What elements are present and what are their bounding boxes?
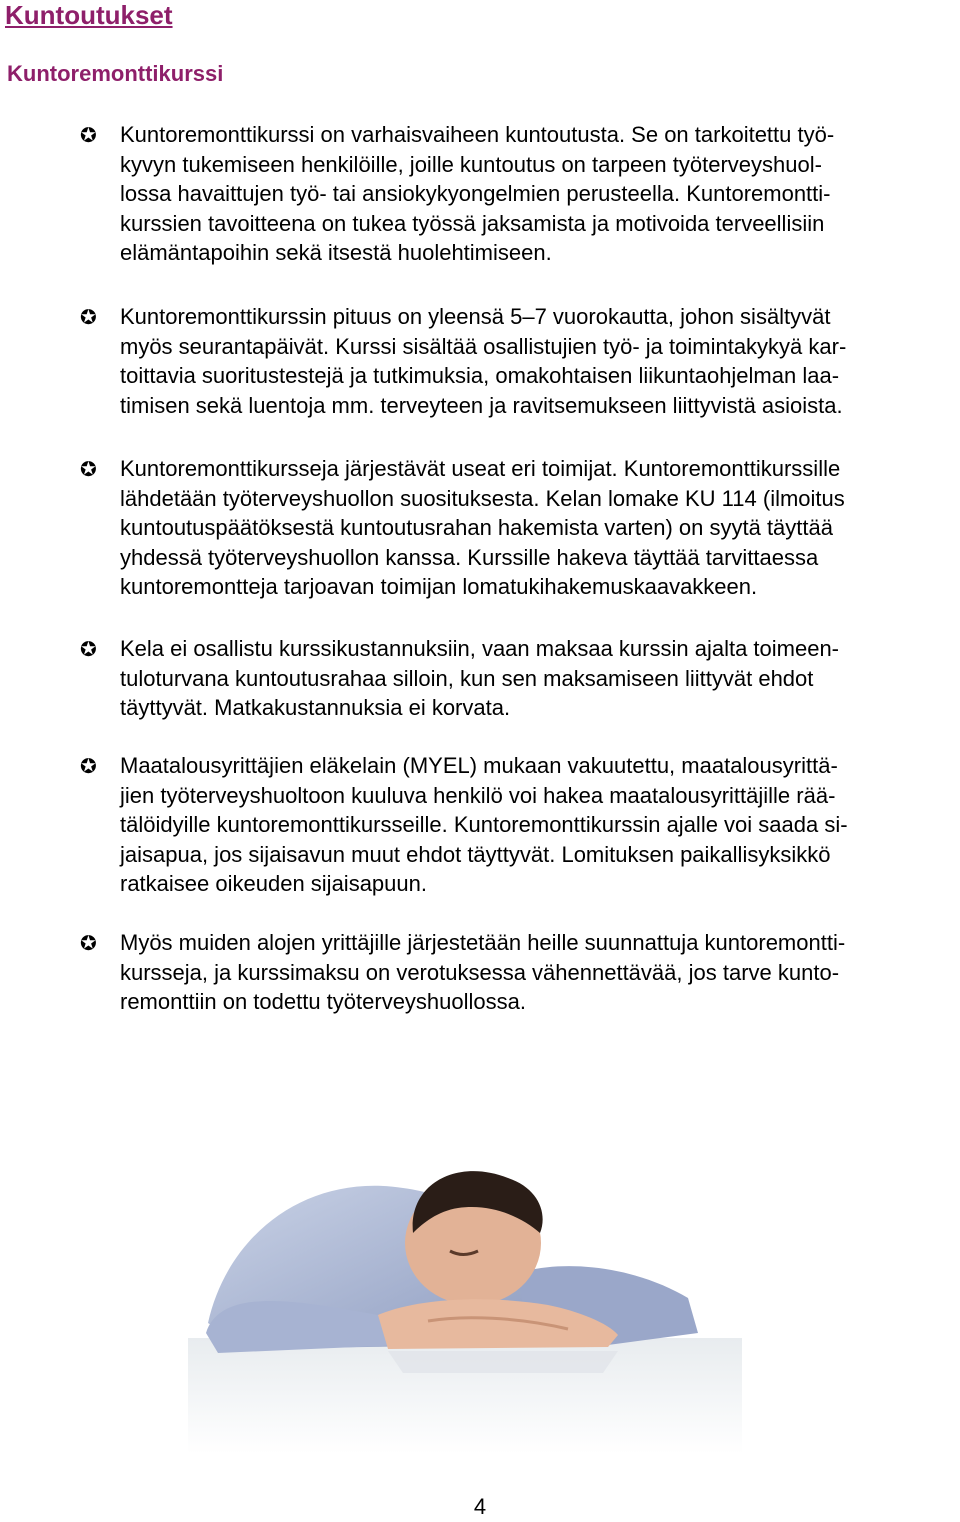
text-line: timisen sekä luentoja mm. terveyteen ja ravitsemukseen liittyvistä asioista. [120,392,843,418]
text-line: remonttiin on todettu työterveyshuollossa. [120,989,527,1014]
text-line: kursseja, ja kurssimaksu on verotuksessa vähennettävää, jos tarve kunto- [120,959,840,985]
bullet-text [120,634,956,723]
text-line: kyvyn tukemiseen henkilöille, joille kuntoutus on tarpeen työterveyshuol- [120,151,822,177]
text-line: tälöidyille kuntoremonttikursseille. Kuntoremonttikurssin ajalle voi saada si- [120,812,848,837]
text-line: täyttyvät. Matkakustannuksia ei korvata. [120,695,511,720]
text-line: toittavia suoritustestejä ja tutkimuksia, omakohtaisen liikuntaohjelman laa- [120,363,840,388]
text-line: tuloturvana kuntoutusrahaa silloin, kun sen maksamiseen liittyvät ehdot [120,665,814,691]
text-line: Kuntoremonttikurssin pituus on yleensä 5–7 vuorokautta, johon sisältyvät [120,304,831,329]
text-line: elämäntapoihin sekä itsestä huolehtimiseen. [120,240,552,265]
text-line: lossa havaittujen työ- tai ansiokykyongelmien perusteella. Kuntoremontti- [120,181,831,206]
page-title: Kuntoutukset [5,0,173,30]
bullet-text [120,302,956,420]
text-line: ratkaisee oikeuden sijaisapuun. [120,871,427,896]
text-line: kuntoremontteja tarjoavan toimijan lomatukihakemuskaavakkeen. [120,574,758,599]
star-icon: ✪ [80,637,97,661]
text-line: Myös muiden alojen yrittäjille järjestetään heille suunnattuja kuntoremontti- [120,930,846,955]
text-line: Kuntoremonttikurssi on varhaisvaiheen kuntoutusta. Se on tarkoitettu työ- [120,122,835,147]
text-line: myös seurantapäivät. Kurssi sisältää osallistujien työ- ja toimintakykyä kar- [120,333,847,359]
star-icon: ✪ [80,123,97,147]
bullet-text [120,751,956,899]
text-line: yhdessä työterveyshuollon kanssa. Kurssille hakeva täyttää tarvittaessa [120,544,819,570]
text-line: Kela ei osallistu kurssikustannuksiin, vaan maksaa kurssin ajalta toimeen- [120,636,840,661]
text-line: jien työterveyshuoltoon kuuluva henkilö voi hakea maatalousyrittäjille rää- [120,782,836,808]
text-line: Maatalousyrittäjien eläkelain (MYEL) mukaan vakuutettu, maatalousyrittä- [120,753,838,778]
star-icon: ✪ [80,457,97,481]
text-line: kuntoutuspäätöksestä kuntoutusrahan hakemista varten) on syytä täyttää [120,515,833,540]
section-title: Kuntoremonttikurssi [7,61,224,86]
bullet-text [120,928,956,1017]
star-icon: ✪ [80,931,97,955]
text-line: lähdetään työterveyshuollon suosituksesta. Kelan lomake KU 114 (ilmoitus [120,485,845,511]
star-icon: ✪ [80,754,97,778]
bullet-text [120,454,956,602]
star-icon: ✪ [80,305,97,329]
sleeping-man-illustration [188,1083,742,1454]
text-line: kurssien tavoitteena on tukea työssä jaksamista ja motivoida terveellisiin [120,210,825,236]
text-line: jaisapua, jos sijaisavun muut ehdot täyttyvät. Lomituksen paikallisyksikkö [120,841,831,867]
page-number: 4 [473,1494,487,1519]
sleeping-man-photo [188,1083,742,1454]
text-line: Kuntoremonttikursseja järjestävät useat eri toimijat. Kuntoremonttikurssille [120,456,841,481]
bullet-text [120,120,956,268]
